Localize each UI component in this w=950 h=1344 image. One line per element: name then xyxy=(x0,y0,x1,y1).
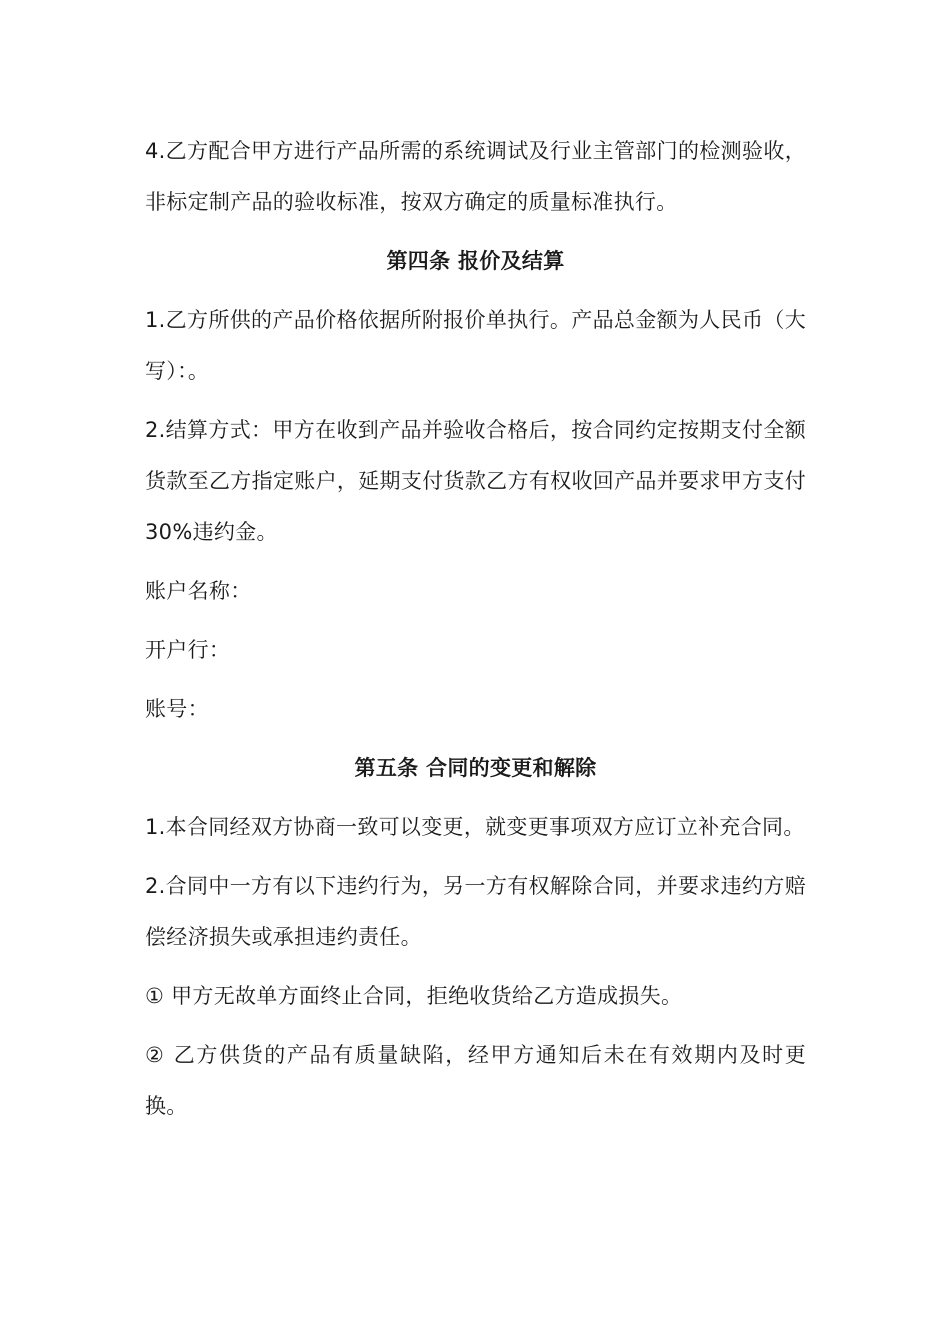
section5-sub1: ① 甲方无故单方面终止合同，拒绝收货给乙方造成损失。 xyxy=(145,984,683,1008)
section4-item2: 2.结算方式：甲方在收到产品并验收合格后，按合同约定按期支付全额货款至乙方指定账户，延期支付货款乙方有权收回产品并要求甲方支付30%违约金。 xyxy=(145,418,806,544)
section4-item1: 1.乙方所供的产品价格依据所附报价单执行。产品总金额为人民币（大写）：。 xyxy=(145,308,806,383)
account-number-field: 账号： xyxy=(145,697,209,721)
section5-item1: 1.本合同经双方协商一致可以变更，就变更事项双方应订立补充合同。 xyxy=(145,815,805,839)
section4-title: 第四条 报价及结算 xyxy=(386,249,565,273)
account-name-field: 账户名称： xyxy=(145,579,252,603)
section5-title: 第五条 合同的变更和解除 xyxy=(354,756,597,780)
section3-item4: 4.乙方配合甲方进行产品所需的系统调试及行业主管部门的检测验收，非标定制产品的验收标准，按双方确定的质量标准执行。 xyxy=(145,139,806,214)
bank-field: 开户行： xyxy=(145,638,231,662)
section5-sub2: ② 乙方供货的产品有质量缺陷，经甲方通知后未在有效期内及时更换。 xyxy=(145,1043,806,1118)
section5-item2: 2.合同中一方有以下违约行为，另一方有权解除合同，并要求违约方赔偿经济损失或承担违约责任。 xyxy=(145,874,806,949)
